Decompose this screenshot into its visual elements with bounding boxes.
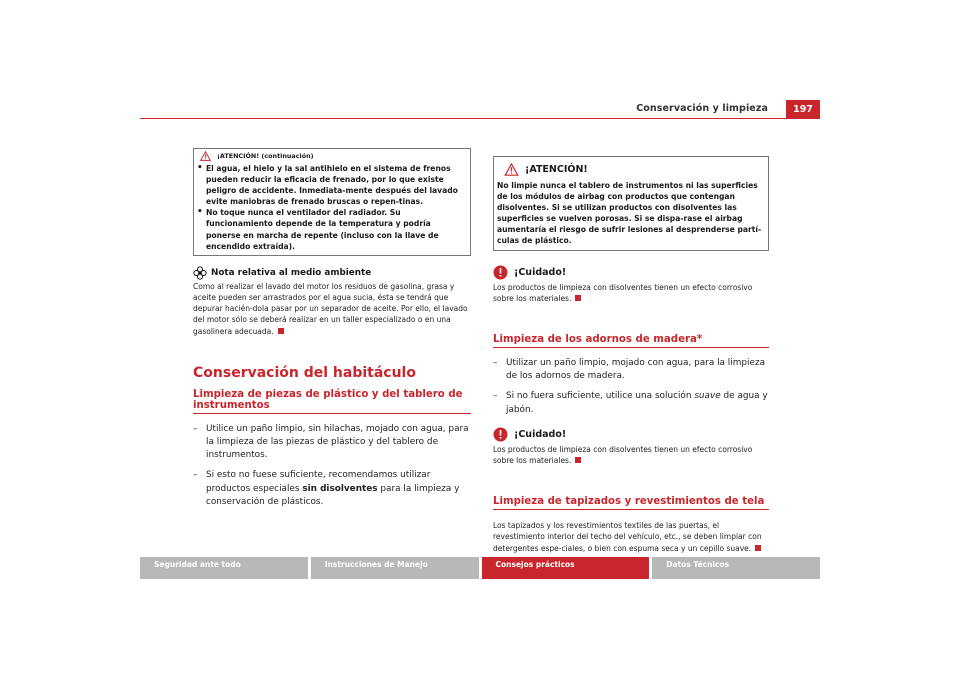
footer-tab-datos[interactable]: Datos Técnicos	[652, 557, 820, 579]
list-item	[193, 469, 471, 509]
environment-note-title: Nota relativa al medio ambiente	[211, 267, 372, 278]
warning-continued-body	[194, 163, 470, 255]
list-item-text: Utilizar un paño limpio, mojado con agua, para la limpieza de los adornos de madera.	[506, 357, 766, 382]
page-header	[140, 100, 820, 120]
warning-triangle-icon	[504, 163, 519, 176]
bullet-dot: •	[197, 163, 203, 173]
upholstery-body: Los tapizados y los revestimientos textiles de las puertas, el revestimiento interior del techo del vehículo, etc., se deben limpiar con detergentes espe-ciales, o bien con espuma seca y un cepillo suave.	[493, 521, 762, 553]
emphasis-text: sin disolventes	[302, 483, 378, 494]
caution-icon	[493, 427, 508, 442]
warning-title: ¡ATENCIÓN!	[525, 164, 588, 175]
end-of-section-marker	[278, 328, 284, 334]
right-column	[493, 148, 769, 554]
caution-title: ¡Cuidado!	[514, 266, 567, 278]
environment-note-body: Como al realizar el lavado del motor los residuos de gasolina, grasa y aceite pueden ser arrastrados por el agua sucia, ésta se tendrá que depurar hacién-dola pasar por un separador de aceite. Por ello, el lavado del motor sólo se deberá realizar en un taller especializado o en una gasolinera adecuada.	[193, 281, 468, 336]
page-number: 197	[786, 100, 820, 119]
warning-continued-title: ¡ATENCIÓN! (continuación)	[217, 152, 314, 160]
list-item-text: Si no fuera suficiente, utilice una solución suave de agua y jabón.	[506, 391, 768, 415]
dash-marker: –	[493, 391, 498, 402]
list-item-text: Utilice un paño limpio, sin hilachas, mojado con agua, para la limpieza de las piezas de plástico y del tablero de instrumentos.	[206, 423, 469, 461]
warning-bullet-text: El agua, el hielo y la sal antihielo en el sistema de frenos pueden reducir la eficacia de frenado, por lo que existe peligro de accidente. Inmediata-mente después del lavado evite maniobras de frenado bruscas o repen-tinas.	[206, 164, 458, 207]
dash-marker: –	[493, 357, 498, 368]
list-item	[193, 423, 471, 463]
warning-header	[494, 157, 768, 180]
warning-bullet	[197, 207, 467, 251]
subsection-title: Limpieza de piezas de plástico y del tablero de instrumentos	[193, 389, 471, 414]
list-item	[493, 357, 769, 383]
list-item	[493, 390, 769, 416]
end-of-section-marker	[575, 295, 581, 301]
environment-note-header	[193, 266, 471, 280]
caution-body: Los productos de limpieza con disolventes tienen un efecto corrosivo sobre los materiales.	[493, 444, 753, 465]
upholstery-text	[493, 520, 769, 554]
caution-header	[493, 427, 769, 442]
footer-tab-consejos[interactable]: Consejos prácticos	[482, 557, 650, 579]
footer-tab-seguridad[interactable]: Seguridad ante todo	[140, 557, 308, 579]
caution-title: ¡Cuidado!	[514, 428, 567, 440]
wood-cleaning-list	[493, 357, 769, 417]
environment-note-text	[193, 281, 471, 337]
header-title: Conservación y limpieza	[636, 103, 768, 114]
header-rule	[140, 118, 820, 119]
caution-body: Los productos de limpieza con disolventes tienen un efecto corrosivo sobre los materiales.	[493, 282, 753, 303]
footer-nav	[140, 557, 820, 579]
bullet-dot: •	[197, 207, 203, 218]
warning-continued-header	[194, 149, 470, 163]
warning-bullet	[197, 163, 467, 207]
caution-header	[493, 265, 769, 280]
warning-triangle-icon	[200, 151, 211, 161]
warning-body: No limpie nunca el tablero de instrumentos ni las superficies de los módulos de airbag con productos que contengan disolventes. Si se utilizan productos con disolventes las superficies se vuelven porosas. Si se dispa-rase el airbag aumentaría el riesgo de sufrir lesiones al desprenderse partí-culas de plástico.	[497, 181, 762, 246]
flower-icon	[193, 266, 207, 280]
section-title: Conservación del habitáculo	[193, 364, 416, 381]
warning-box	[493, 156, 769, 251]
warning-bullet-text: No toque nunca el ventilador del radiador. Su funcionamiento depende de la temperatura y podría ponerse en marcha de repente (incluso con la llave de encendido extraída).	[206, 208, 439, 251]
warning-continued-box	[193, 148, 471, 256]
list-item-text: Si esto no fuese suficiente, recomendamos utilizar productos especiales sin disolventes para la limpieza y conservación de plásticos.	[206, 470, 460, 507]
caution-text	[493, 282, 769, 304]
caution-icon	[493, 265, 508, 280]
end-of-section-marker	[575, 457, 581, 463]
caution-text	[493, 444, 769, 466]
footer-tab-instrucciones[interactable]: Instrucciones de Manejo	[311, 557, 479, 579]
dash-marker: –	[193, 423, 198, 434]
upholstery-title: Limpieza de tapizados y revestimientos de tela	[493, 496, 769, 510]
emphasis-text: suave	[694, 391, 721, 402]
left-column	[193, 148, 471, 516]
dash-marker: –	[193, 470, 198, 481]
end-of-section-marker	[755, 545, 761, 551]
plastic-cleaning-list	[193, 423, 471, 509]
wood-trim-title: Limpieza de los adornos de madera*	[493, 334, 769, 348]
